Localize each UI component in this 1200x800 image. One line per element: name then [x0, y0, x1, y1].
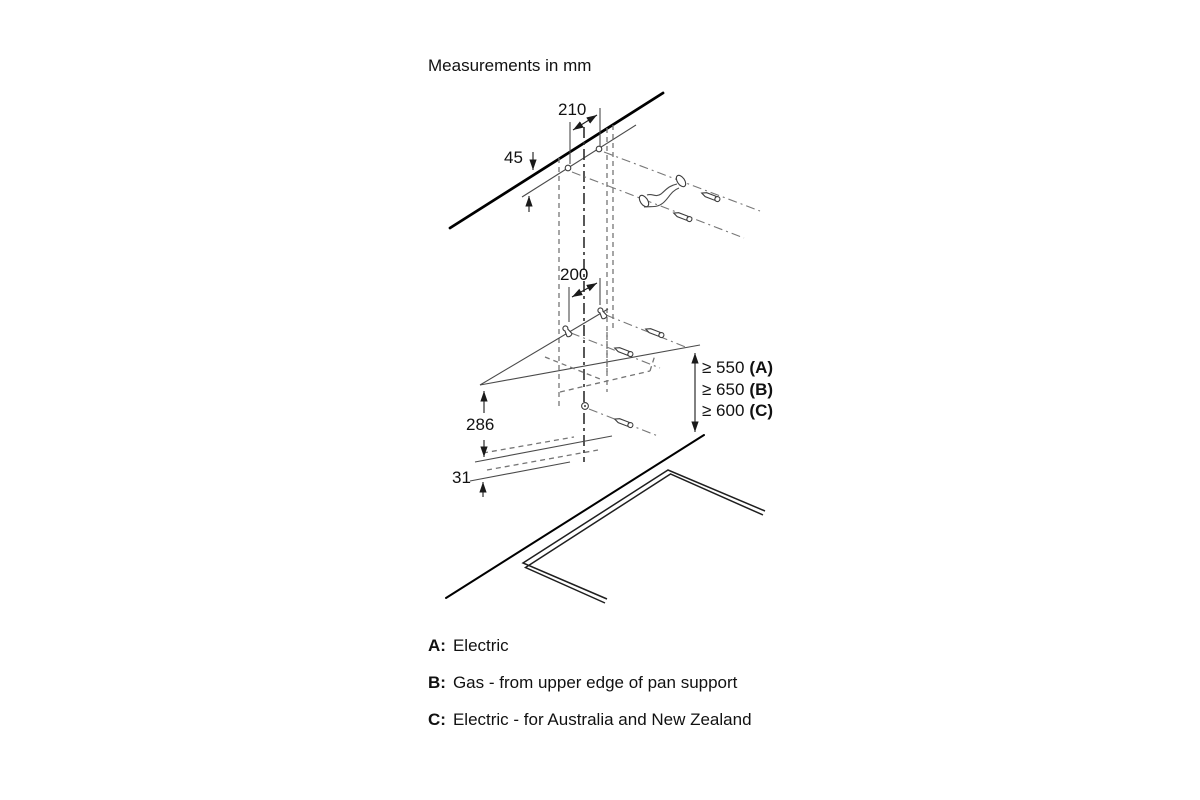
dim-45-label: 45 — [504, 148, 523, 167]
legend-key: B: — [428, 673, 446, 692]
wall-edge-line — [450, 93, 663, 228]
diagram-title: Measurements in mm — [428, 56, 592, 75]
legend-row-a — [428, 636, 752, 656]
dim-31-label: 31 — [452, 468, 471, 487]
clearance-letter: (C) — [749, 401, 774, 420]
counter-edge-line — [446, 435, 704, 598]
legend-text: Electric — [452, 636, 509, 655]
clearance-letter: (B) — [749, 379, 774, 399]
legend — [428, 636, 752, 747]
hood-screw — [645, 327, 665, 339]
dim-286-label: 286 — [466, 415, 495, 434]
clearance-value: ≥ 550 — [702, 358, 745, 377]
legend-text: Gas - from upper edge of pan support — [452, 673, 738, 692]
legend-key: A: — [428, 636, 446, 655]
wall-screw — [673, 211, 693, 223]
center-fixing-hole — [582, 403, 589, 410]
hood-outline — [470, 309, 700, 481]
legend-key: C: — [428, 710, 446, 729]
clearance-letter: (A) — [749, 358, 774, 377]
hood-screw — [614, 346, 634, 358]
clearance-row-c — [702, 400, 773, 422]
clearance-value: ≥ 600 — [702, 401, 745, 420]
legend-text: Electric - for Australia and New Zealand — [452, 710, 752, 729]
dimension-45 — [529, 152, 533, 212]
keyhole-slot — [597, 307, 608, 320]
dim-200-label: 200 — [560, 265, 589, 284]
mounting-bracket — [637, 174, 687, 209]
clearance-row-a — [702, 357, 773, 379]
legend-row-c — [428, 710, 752, 730]
legend-row-b — [428, 673, 752, 693]
hood-screw — [614, 417, 634, 429]
clearance-values — [702, 357, 773, 422]
hob-outline — [523, 470, 765, 603]
clearance-value: ≥ 650 — [702, 379, 745, 399]
wall-hole-axis-line — [522, 125, 636, 197]
dim-210-label: 210 — [558, 100, 587, 119]
clearance-row-b — [702, 379, 773, 401]
